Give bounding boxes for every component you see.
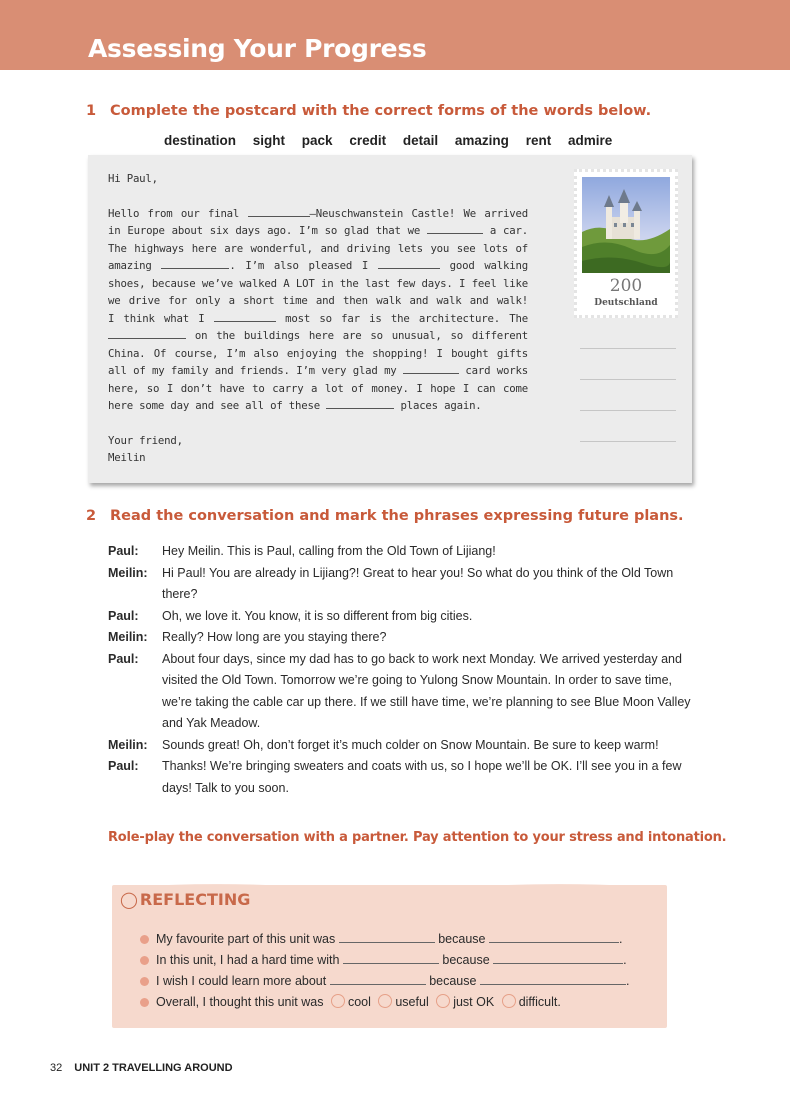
utterance: About four days, since my dad has to go back to work next Monday. We arrived yesterday and visited the Old Town. Tomorrow we’re going to Yulong Snow Mountain. In order to save time, we’re taking the cable car up there. If we still have time, we’re planning to see Blue Moon Valley and Yak Meadow.: [162, 651, 691, 730]
reflecting-list: [140, 929, 660, 1013]
dialogue-turn: [108, 649, 698, 735]
utterance: Thanks! We’re bringing sweaters and coats with us, so I hope we’ll be OK. I’ll see you in a few days! Talk to you soon.: [162, 759, 682, 795]
dialogue-turn: [108, 606, 698, 628]
speaker: Paul:: [108, 759, 139, 773]
answer-blank[interactable]: [403, 363, 459, 374]
radio-circle-icon[interactable]: [502, 994, 516, 1008]
speaker: Paul:: [108, 651, 139, 666]
postcard: [88, 155, 692, 483]
postcard-line: I think what I most so far is the architecture. The: [108, 311, 528, 325]
postcard-message: [108, 170, 528, 467]
postcard-line: The highways here are wonderful, and driving lets you see lots of: [108, 241, 528, 255]
address-line: [580, 441, 676, 442]
utterance: Hi Paul! You are already in Lijiang?! Great to hear you! So what do you think of the Old Town there?: [162, 565, 674, 601]
address-line: [580, 379, 676, 380]
exercise-instruction: Complete the postcard with the correct forms of the words below.: [110, 103, 652, 119]
answer-blank[interactable]: [326, 398, 394, 409]
dialogue-turn: [108, 627, 698, 649]
postcard-line: all of my family and friends. I’m very glad my card works: [108, 364, 528, 377]
choice-cool[interactable]: cool: [331, 992, 371, 1013]
reflect-item: Overall, I thought this unit was cool useful just OK difficult.: [140, 992, 660, 1013]
speaker: Meilin:: [108, 630, 148, 644]
unit-title: UNIT 2 TRAVELLING AROUND: [74, 1062, 233, 1074]
answer-blank[interactable]: [378, 258, 440, 269]
answer-blank[interactable]: [339, 932, 435, 943]
address-line: [580, 410, 676, 411]
page-number: 32: [50, 1062, 63, 1074]
answer-blank[interactable]: [480, 974, 626, 985]
postage-stamp: [574, 169, 678, 318]
dialogue-turn: [108, 756, 698, 799]
answer-blank[interactable]: [161, 258, 229, 269]
exercise-number: 1: [86, 103, 97, 119]
word-bank-item: amazing: [454, 133, 509, 148]
answer-blank[interactable]: [330, 974, 426, 985]
choice-just-ok[interactable]: just OK: [436, 992, 494, 1013]
page-footer: [50, 1062, 233, 1074]
utterance: Oh, we love it. You know, it is so different from big cities.: [162, 608, 473, 623]
word-bank-item: rent: [525, 133, 552, 148]
reflect-item: My favourite part of this unit was because .: [140, 929, 660, 950]
utterance: Really? How long are you staying there?: [162, 630, 387, 644]
page-title: Assessing Your Progress: [88, 34, 427, 63]
utterance: Hey Meilin. This is Paul, calling from the Old Town of Lijiang!: [162, 544, 496, 558]
speaker: Paul:: [108, 608, 139, 623]
postcard-closing: Your friend,: [108, 433, 183, 447]
radio-circle-icon[interactable]: [378, 994, 392, 1008]
dialogue-turn: [108, 541, 698, 563]
exercise-1-heading: [86, 103, 651, 119]
reflect-item: I wish I could learn more about because .: [140, 971, 660, 992]
reflect-item: In this unit, I had a hard time with because .: [140, 950, 660, 971]
radio-circle-icon[interactable]: [436, 994, 450, 1008]
answer-blank[interactable]: [493, 953, 623, 964]
choice-useful[interactable]: useful: [378, 992, 428, 1013]
word-bank-item: destination: [164, 133, 237, 148]
answer-blank[interactable]: [427, 223, 483, 234]
word-bank-item: admire: [567, 133, 613, 148]
utterance: Sounds great! Oh, don’t forget it’s much colder on Snow Mountain. Be sure to keep warm!: [162, 737, 659, 752]
exercise-instruction: Read the conversation and mark the phrases expressing future plans.: [110, 508, 684, 524]
postcard-line: Hello from our final —Neuschwanstein Castle! We arrived: [108, 206, 528, 220]
stamp-country: Deutschland: [594, 298, 658, 308]
postcard-line: on the buildings here are so unusual, so different: [108, 327, 528, 345]
dialogue-turn: [108, 735, 698, 757]
postcard-line: amazing . I’m also pleased I good walking: [108, 259, 528, 272]
word-bank-item: credit: [349, 133, 387, 148]
word-bank: [164, 133, 625, 148]
word-bank-item: pack: [301, 133, 333, 148]
answer-blank[interactable]: [214, 311, 276, 322]
lightbulb-icon: ◯: [120, 890, 138, 909]
stamp-value: 200: [609, 276, 643, 296]
speaker: Paul:: [108, 544, 139, 558]
roleplay-instruction: Role-play the conversation with a partner. Pay attention to your stress and intonation.: [108, 830, 727, 845]
dialogue-turn: [108, 563, 698, 606]
conversation: [108, 541, 698, 799]
castle-image: [582, 177, 670, 273]
postcard-line: shoes, because we’ve walked A LOT in the last few days. I feel like: [108, 276, 528, 290]
answer-blank[interactable]: [343, 953, 439, 964]
postcard-line: here some day and see all of these places again.: [108, 399, 482, 412]
exercise-number: 2: [86, 508, 97, 524]
word-bank-item: detail: [402, 133, 439, 148]
postcard-line: we drive for only a short time and then walk and walk and walk!: [108, 294, 528, 307]
postcard-line: here, so I don’t have to carry a lot of money. I hope I can come: [108, 381, 528, 395]
answer-blank[interactable]: [108, 328, 186, 339]
exercise-2-heading: [86, 508, 684, 524]
postcard-line: in Europe about six days ago. I’m so glad that we a car.: [108, 224, 528, 237]
answer-blank[interactable]: [489, 932, 619, 943]
postcard-signature: Meilin: [108, 451, 146, 464]
answer-blank[interactable]: [248, 206, 310, 217]
address-line: [580, 348, 676, 349]
word-bank-item: sight: [252, 133, 286, 148]
postcard-line: China. Of course, I’m also enjoying the shopping! I bought gifts: [108, 346, 528, 360]
postcard-greeting: Hi Paul,: [108, 172, 158, 185]
reflecting-heading: ◯ REFLECTING: [120, 890, 251, 909]
speaker: Meilin:: [108, 565, 148, 580]
choice-difficult[interactable]: difficult.: [502, 992, 561, 1013]
speaker: Meilin:: [108, 737, 148, 752]
radio-circle-icon[interactable]: [331, 994, 345, 1008]
